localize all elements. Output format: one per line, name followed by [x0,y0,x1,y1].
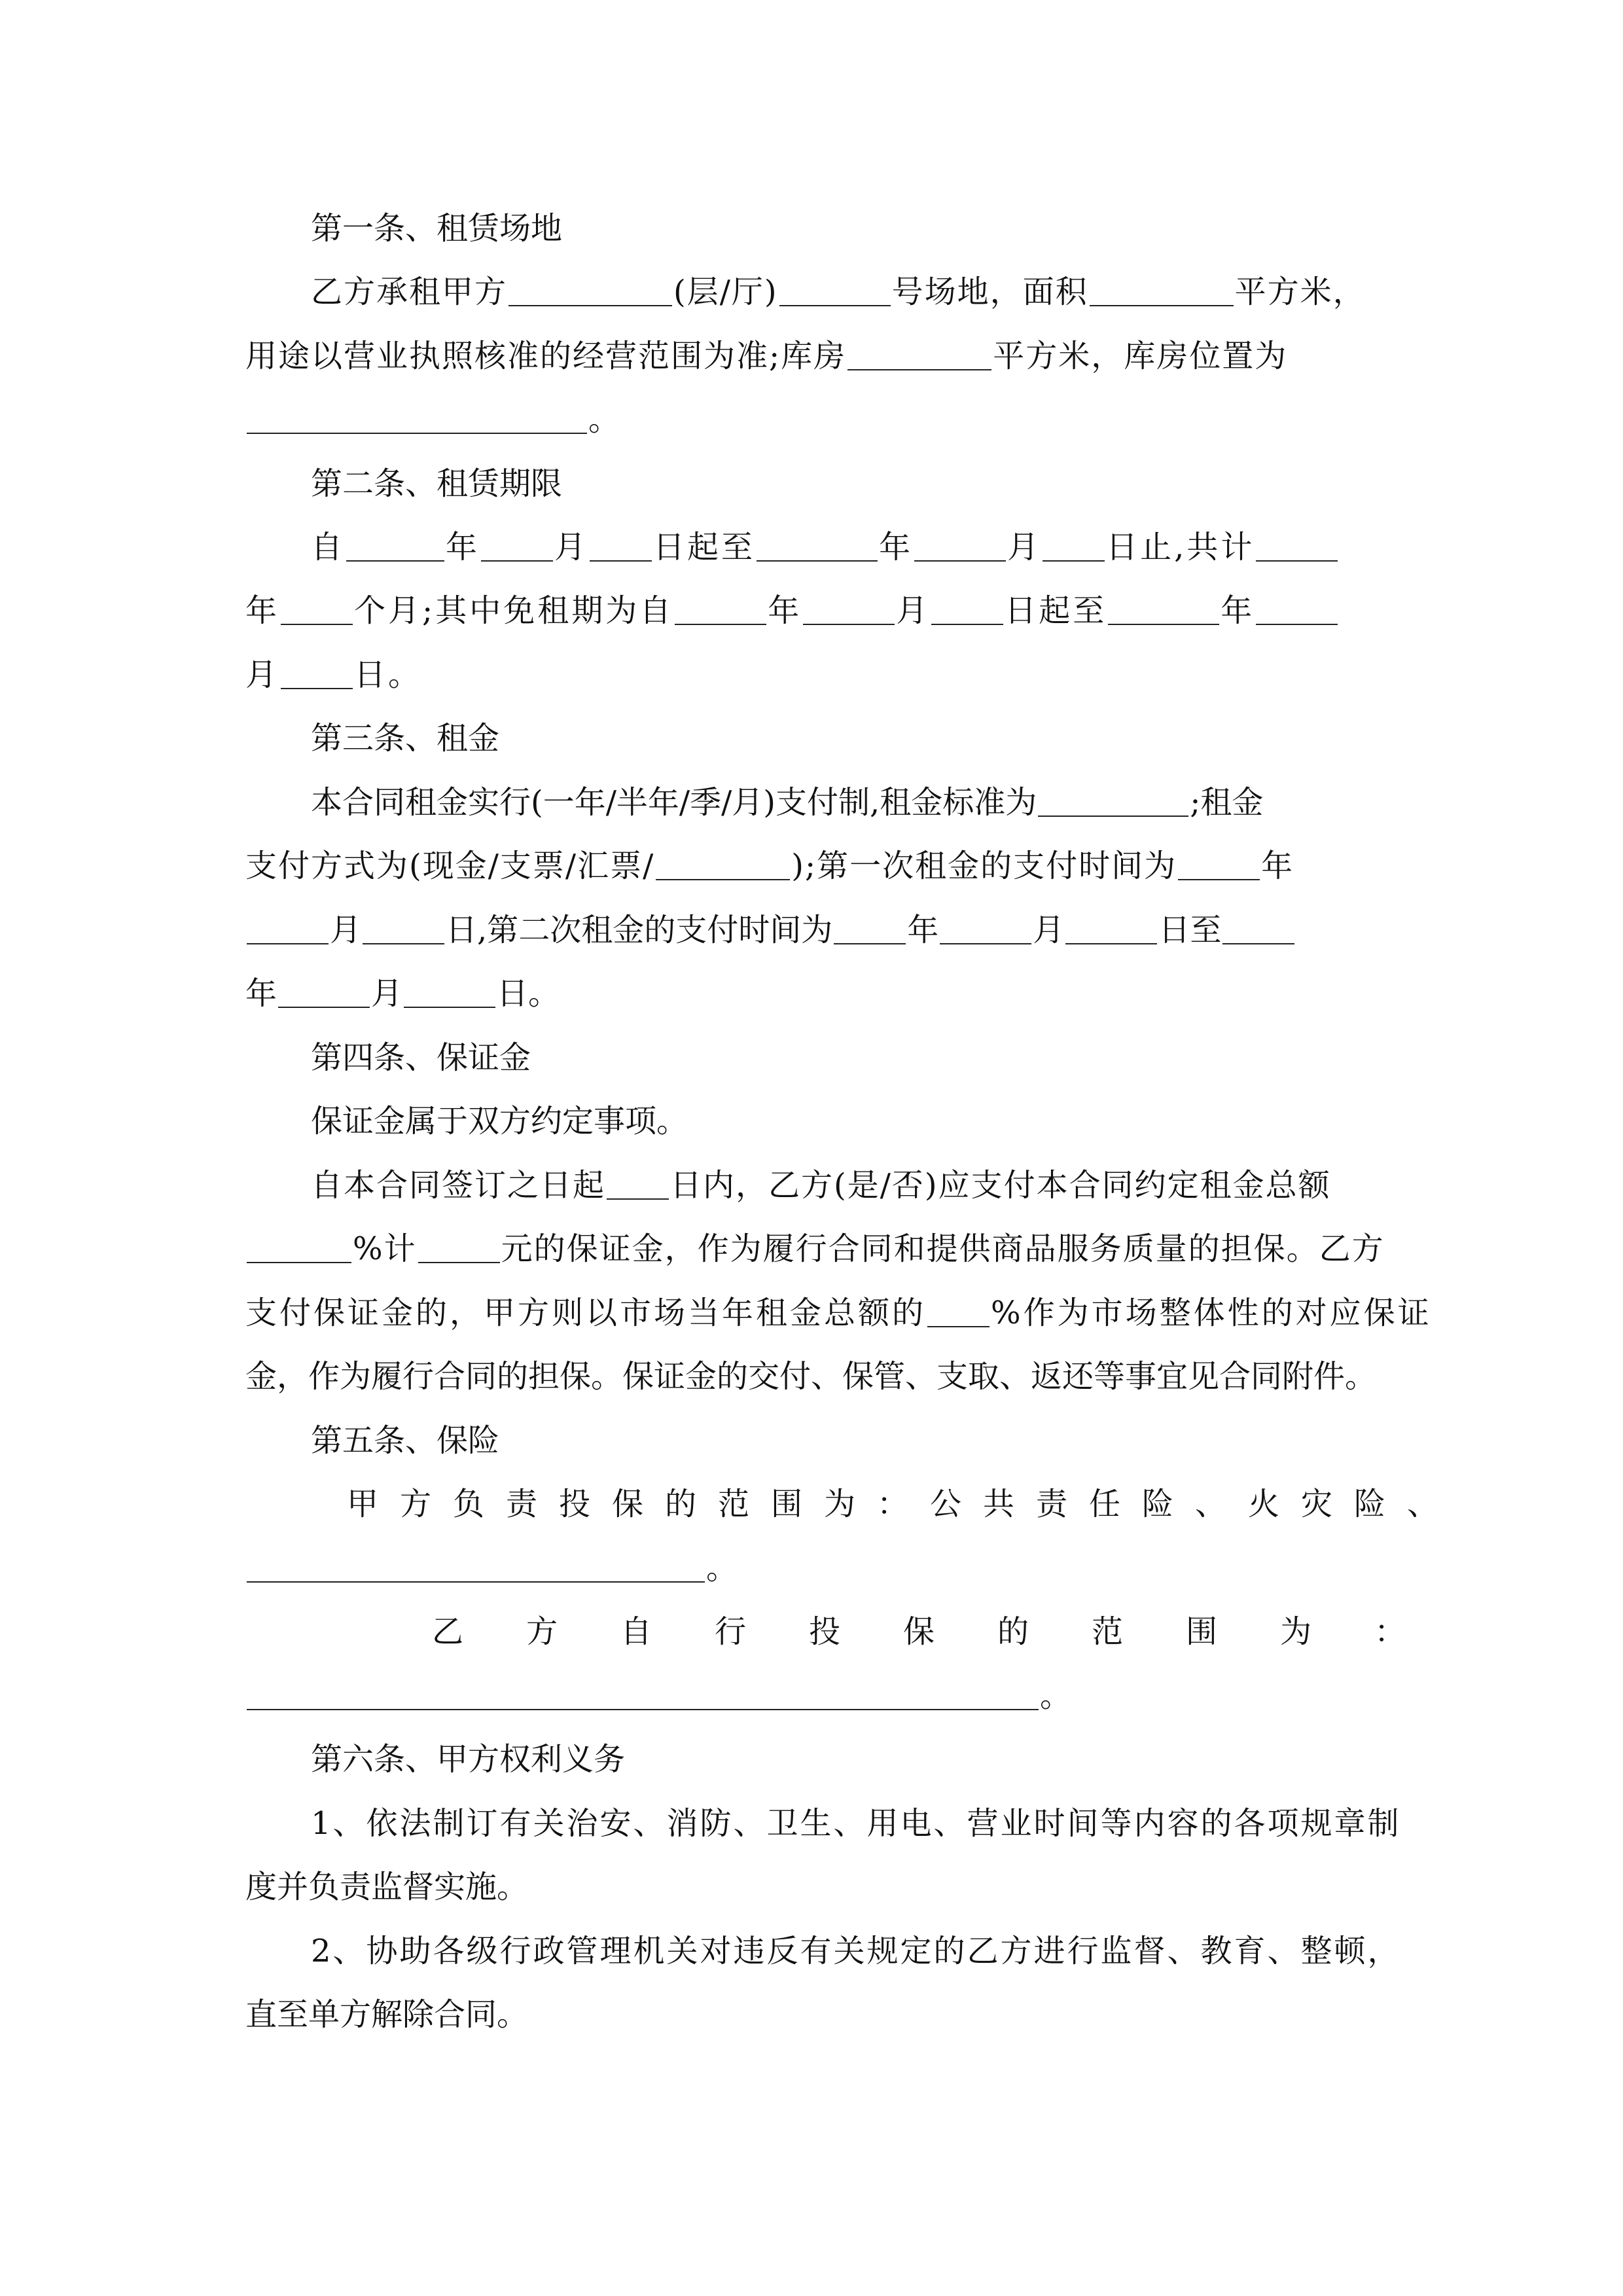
article-4-para-1: 保证金属于双方约定事项。 [311,1103,688,1139]
article-3-line-1: 本合同租金实行(一年/半年/季/月)支付制,租金标准为 ;租金 [311,784,1264,821]
article-1-title: 第一条、租赁场地 [311,210,563,247]
article-4-line-3: 支付保证金的，甲方则以市场当年租金总额的 %作为市场整体性的对应保证 [245,1295,1432,1331]
article-6-title: 第六条、甲方权利义务 [311,1741,626,1778]
article-6-item-2-line-1: 2、协助各级行政管理机关对违反有关规定的乙方进行监督、教育、整顿， [311,1933,1401,1969]
article-5-line-4: 。 [245,1672,1378,1719]
article-3-line-3: 月 日,第二次租金的支付时间为 年 月 日至 [245,906,1378,954]
article-4-line-4: 金，作为履行合同的担保。保证金的交付、保管、支取、返还等事宜见合同附件。 [245,1358,1377,1395]
article-6-item-1-line-1: 1、依法制订有关治安、消防、卫生、用电、营业时间等内容的各项规章制 [311,1805,1401,1842]
article-2-line-1: 自 年 月 日起至 年 月 日止,共计 [311,524,1378,571]
article-1-line-2: 用途以营业执照核准的经营范围为准;库房 平方米，库房位置为 [245,338,1288,374]
article-5-line-1: 甲方负责投保的范围为：公共责任险、火灾险、 [347,1486,1461,1522]
article-1-line-3: 。 [245,396,1378,443]
article-5-line-2: 。 [245,1545,1378,1592]
article-3-line-2: 支付方式为(现金/支票/汇票/ );第一次租金的支付时间为 年 [245,848,1294,884]
article-3-title: 第三条、租金 [311,720,500,757]
article-2-title: 第二条、租赁期限 [311,465,563,502]
article-2-line-3: 月 日。 [245,656,423,693]
article-5-title: 第五条、保险 [311,1422,500,1459]
article-4-title: 第四条、保证金 [311,1039,531,1076]
article-1-line-1: 乙方承租甲方 (层/厅) 号场地，面积 平方米， [311,274,1366,310]
article-4-line-2: %计 元的保证金，作为履行合同和提供商品服务质量的担保。乙方 [245,1225,1378,1272]
article-3-line-4: 年 月 日。 [245,975,560,1012]
article-5-line-3: 乙方自行投保的范围为： [432,1613,1469,1650]
article-6-item-2-line-2: 直至单方解除合同。 [245,1996,529,2033]
article-6-item-1-line-2: 度并负责监督实施。 [245,1869,529,1905]
article-4-line-1: 自本合同签订之日起 日内，乙方(是/否)应支付本合同约定租金总额 [311,1167,1331,1204]
article-2-line-2: 年 个月;其中免租期为自 年 月 日起至 年 [245,587,1378,634]
